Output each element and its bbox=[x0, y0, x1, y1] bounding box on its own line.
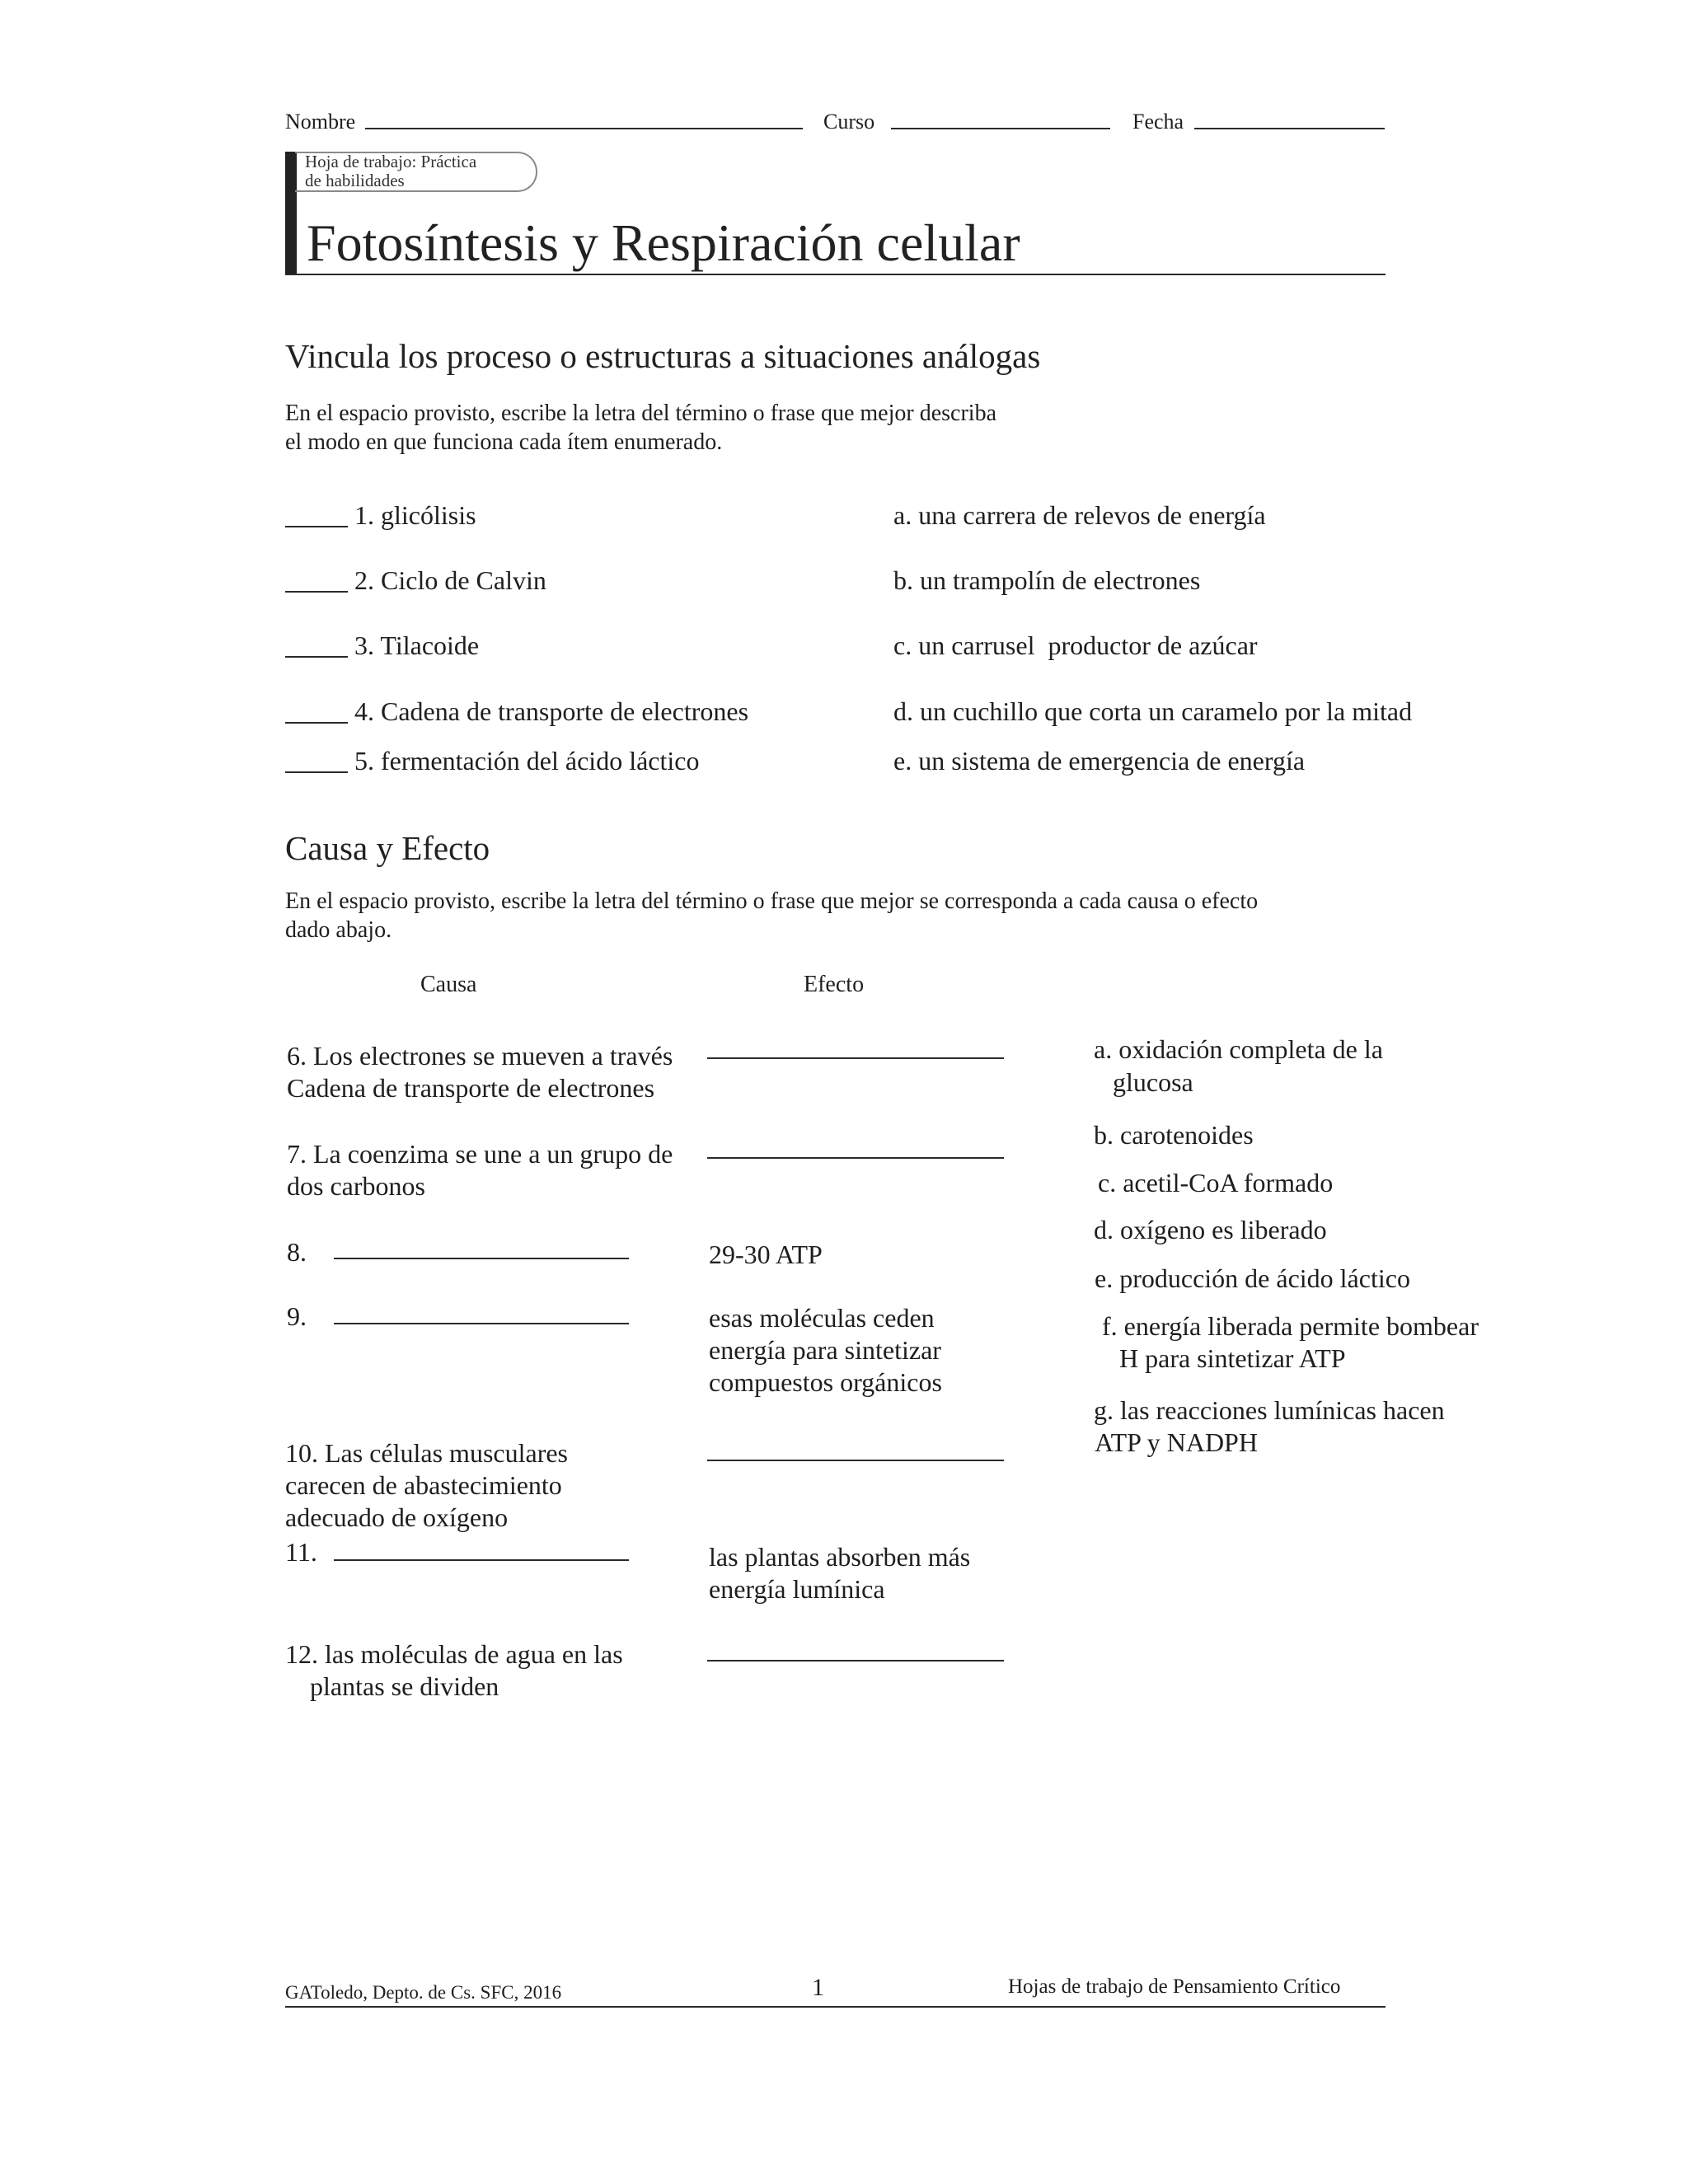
matching-option: b. un trampolín de electrones bbox=[893, 565, 1201, 595]
matching-item: 2. Ciclo de Calvin bbox=[354, 565, 546, 595]
cause-number: 11. bbox=[285, 1537, 317, 1567]
cause-effect-option: glucosa bbox=[1113, 1067, 1193, 1097]
cause-effect-option: H para sintetizar ATP bbox=[1119, 1343, 1346, 1373]
cause-effect-option: c. acetil-CoA formado bbox=[1098, 1168, 1334, 1197]
effect-answer-blank[interactable] bbox=[707, 1460, 1004, 1461]
worksheet-tab-line2: de habilidades bbox=[305, 171, 405, 190]
matching-instructions-line2: el modo en que funciona cada ítem enumerado. bbox=[285, 429, 723, 455]
cause-text: carecen de abastecimiento bbox=[285, 1470, 562, 1500]
effect-answer-blank[interactable] bbox=[707, 1157, 1004, 1159]
cause-text: dos carbonos bbox=[287, 1171, 425, 1201]
cause-effect-option: d. oxígeno es liberado bbox=[1094, 1215, 1327, 1244]
matching-option: c. un carrusel productor de azúcar bbox=[893, 630, 1258, 660]
date-label: Fecha bbox=[1132, 110, 1184, 134]
cause-text: Cadena de transporte de electrones bbox=[287, 1073, 655, 1103]
matching-item: 3. Tilacoide bbox=[354, 630, 480, 660]
cause-text: 12. las moléculas de agua en las bbox=[285, 1639, 623, 1669]
effect-text: energía lumínica bbox=[709, 1574, 885, 1604]
matching-option: d. un cuchillo que corta un caramelo por la mitad bbox=[893, 696, 1413, 726]
matching-item: 1. glicólisis bbox=[354, 500, 476, 530]
cause-answer-blank[interactable] bbox=[334, 1258, 629, 1259]
cause-text: 10. Las células musculares bbox=[285, 1438, 568, 1468]
cause-effect-option: ATP y NADPH bbox=[1095, 1427, 1258, 1457]
matching-item: 4. Cadena de transporte de electrones bbox=[354, 696, 749, 726]
effect-text: 29-30 ATP bbox=[709, 1240, 823, 1269]
cause-effect-instructions-line2: dado abajo. bbox=[285, 917, 392, 943]
name-field-blank[interactable] bbox=[365, 128, 803, 129]
effect-text: energía para sintetizar bbox=[709, 1335, 941, 1365]
footer-series-title: Hojas de trabajo de Pensamiento Crítico bbox=[1008, 1975, 1341, 1998]
course-field-blank[interactable] bbox=[891, 128, 1110, 129]
cause-answer-blank[interactable] bbox=[334, 1559, 629, 1561]
effect-column-header: Efecto bbox=[804, 972, 865, 997]
cause-effect-heading: Causa y Efecto bbox=[285, 829, 490, 867]
effect-text: las plantas absorben más bbox=[709, 1542, 971, 1572]
matching-option: e. un sistema de emergencia de energía bbox=[893, 746, 1306, 776]
cause-answer-blank[interactable] bbox=[334, 1323, 629, 1324]
cause-column-header: Causa bbox=[420, 972, 477, 997]
footer-rule bbox=[285, 2006, 1386, 2008]
effect-text: compuestos orgánicos bbox=[709, 1367, 942, 1397]
matching-item: 5. fermentación del ácido láctico bbox=[354, 746, 700, 776]
cause-number: 9. bbox=[287, 1301, 307, 1331]
effect-answer-blank[interactable] bbox=[707, 1057, 1004, 1059]
name-label: Nombre bbox=[285, 110, 356, 134]
answer-blank[interactable] bbox=[285, 591, 348, 593]
page-title: Fotosíntesis y Respiración celular bbox=[307, 213, 1020, 272]
effect-answer-blank[interactable] bbox=[707, 1660, 1004, 1661]
cause-effect-option: b. carotenoides bbox=[1094, 1120, 1254, 1150]
cause-text: 7. La coenzima se une a un grupo de bbox=[287, 1139, 673, 1169]
cause-effect-option: e. producción de ácido láctico bbox=[1095, 1263, 1410, 1293]
cause-number: 8. bbox=[287, 1237, 307, 1267]
footer-credit: GAToledo, Depto. de Cs. SFC, 2016 bbox=[285, 1982, 562, 2003]
answer-blank[interactable] bbox=[285, 771, 348, 773]
matching-option: a. una carrera de relevos de energía bbox=[893, 500, 1266, 530]
worksheet-tab-line1: Hoja de trabajo: Práctica bbox=[305, 152, 477, 171]
cause-effect-option: a. oxidación completa de la bbox=[1094, 1034, 1383, 1064]
answer-blank[interactable] bbox=[285, 526, 348, 527]
answer-blank[interactable] bbox=[285, 722, 348, 724]
effect-text: esas moléculas ceden bbox=[709, 1303, 935, 1333]
cause-effect-option: f. energía liberada permite bombear bbox=[1102, 1311, 1479, 1341]
matching-heading: Vincula los proceso o estructuras a situaciones análogas bbox=[285, 337, 1041, 375]
answer-blank[interactable] bbox=[285, 656, 348, 658]
cause-effect-instructions-line1: En el espacio provisto, escribe la letra del término o frase que mejor se corresponda a cada causa o efecto bbox=[285, 888, 1259, 914]
page-number: 1 bbox=[812, 1974, 824, 2001]
matching-instructions-line1: En el espacio provisto, escribe la letra del término o frase que mejor describa bbox=[285, 401, 996, 426]
course-label: Curso bbox=[823, 110, 875, 134]
cause-text: plantas se dividen bbox=[310, 1671, 499, 1701]
cause-text: adecuado de oxígeno bbox=[285, 1502, 509, 1532]
cause-effect-option: g. las reacciones lumínicas hacen bbox=[1094, 1395, 1445, 1425]
date-field-blank[interactable] bbox=[1194, 128, 1385, 129]
cause-text: 6. Los electrones se mueven a través bbox=[287, 1041, 673, 1071]
title-underline bbox=[285, 274, 1386, 275]
